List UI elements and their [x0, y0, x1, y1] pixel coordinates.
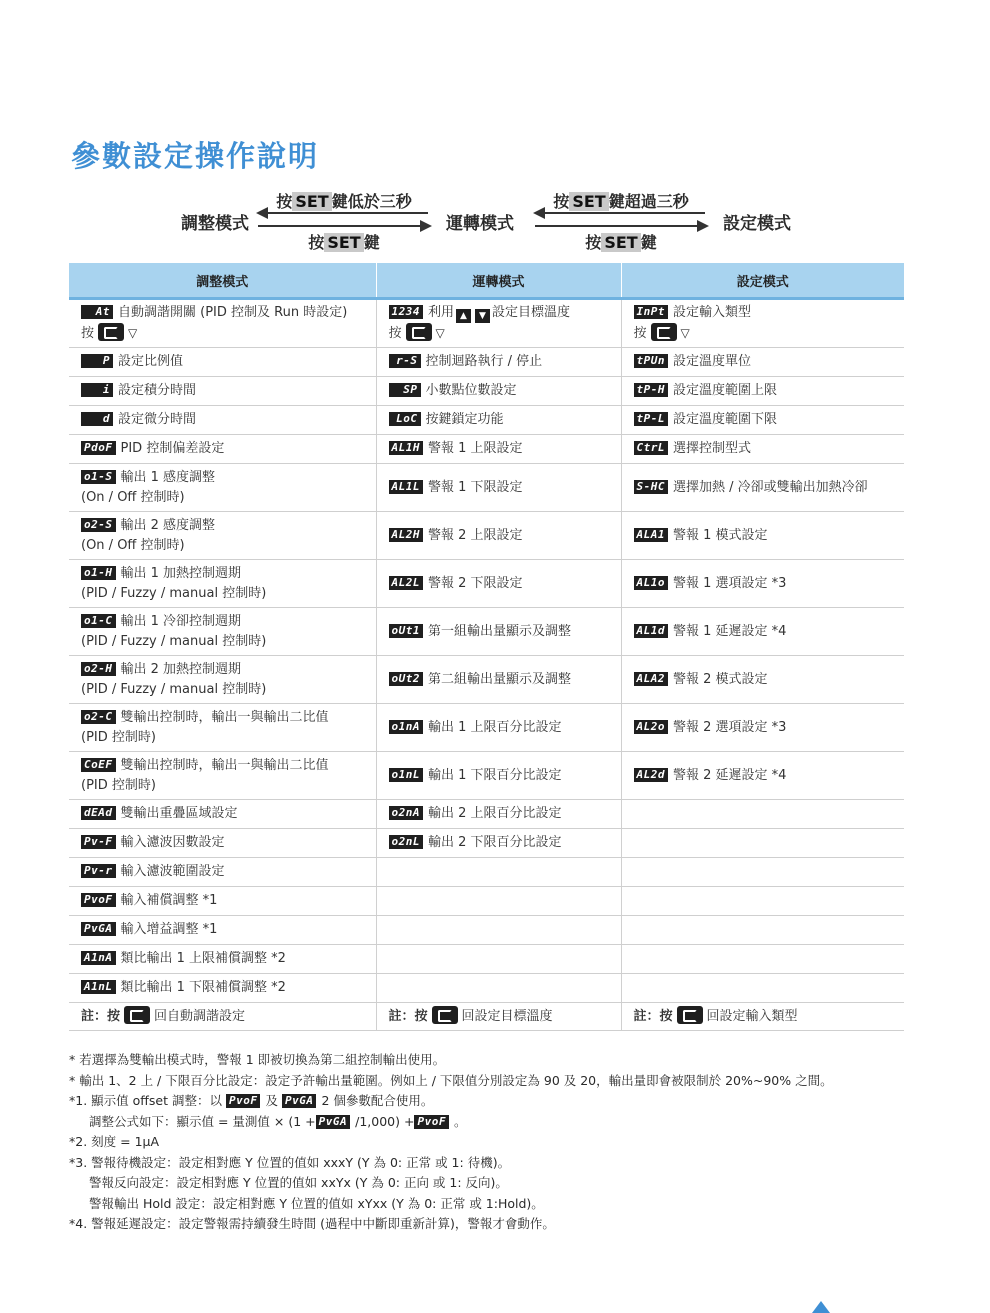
table-row: [69, 656, 904, 704]
display-code: AL1L: [389, 480, 424, 494]
table-cell: [69, 299, 376, 348]
cell-text-secondary: (PID 控制時): [81, 729, 156, 745]
table-cell: [69, 858, 376, 887]
display-code: InPt: [634, 305, 669, 319]
display-code: tP-H: [634, 383, 669, 397]
table-row: [69, 887, 904, 916]
table-row: [69, 829, 904, 858]
arrow2-top-label: [533, 189, 709, 212]
table-cell: [621, 916, 904, 945]
table-cell: [69, 916, 376, 945]
table-cell: [69, 377, 376, 406]
cell-text: 警報 2 選項設定 *3: [673, 719, 787, 735]
footnote-text: *1. 顯示值 offset 調整：以: [69, 1093, 222, 1108]
cell-text: 輸出 2 上限百分比設定: [428, 806, 562, 821]
display-code: SP: [389, 383, 421, 397]
display-code: AL2L: [389, 576, 424, 590]
table-cell: [69, 656, 376, 704]
table-cell: [376, 887, 621, 916]
footer-cell: [69, 1003, 376, 1031]
arrow2-top-line: [535, 212, 705, 214]
cell-text: 雙輸出控制時，輸出一與輸出二比值: [120, 709, 329, 725]
table-cell: [621, 406, 904, 435]
display-code: tPUn: [634, 354, 669, 368]
table-row: [69, 752, 904, 800]
table-cell: [69, 752, 376, 800]
arrow1-bottom-line: [258, 225, 428, 227]
table-cell: [69, 512, 376, 560]
cell-text: 選擇加熱 / 冷卻或雙輸出加熱冷卻: [673, 479, 868, 495]
display-code: o2nL: [389, 835, 424, 849]
table-cell: [621, 704, 904, 752]
header-setting-mode: 設定模式: [621, 263, 904, 299]
arrow2-bottom-label: [533, 230, 709, 253]
table-row: [69, 435, 904, 464]
cell-text: 類比輸出 1 上限補償調整 *2: [120, 951, 286, 966]
display-code: i: [81, 383, 113, 397]
arrow2-bottom-pre: 按: [585, 233, 602, 252]
display-code: ALA2: [634, 672, 669, 686]
arrow1-top-post: 鍵低於三秒: [331, 192, 412, 211]
footnote: * 輸出 1、2 上 / 下限百分比設定：設定予許輸出量範圍。例如上 / 下限值分別設定為 90 及 20，輸出量即會被限制於 20%~90% 之間。: [69, 1072, 833, 1088]
cell-text: 輸出 1 下限百分比設定: [428, 767, 562, 783]
arrow-left-head: [533, 207, 545, 219]
cell-text: 警報 1 延遲設定 *4: [673, 623, 787, 639]
cell-text: 設定輸入類型: [673, 305, 752, 320]
cell-text: 自動調諧開關 (PID 控制及 Run 時設定): [118, 305, 348, 320]
arrow-adjust-run: [256, 185, 432, 255]
cell-text: 設定目標溫度: [492, 305, 571, 320]
display-code: r-S: [389, 354, 421, 368]
table-cell: [621, 974, 904, 1003]
table-cell: [376, 945, 621, 974]
table-row: [69, 945, 904, 974]
table-cell: [69, 608, 376, 656]
display-code: PvoF: [414, 1115, 449, 1129]
table-cell: [621, 377, 904, 406]
display-code: o1-S: [81, 470, 116, 484]
table-cell: [621, 656, 904, 704]
table-cell: [376, 974, 621, 1003]
table-row: [69, 704, 904, 752]
display-code: o2-C: [81, 710, 116, 724]
table-cell: [69, 704, 376, 752]
display-code: o1-H: [81, 566, 116, 580]
table-cell: [69, 348, 376, 377]
table-row: [69, 512, 904, 560]
table-cell: [376, 608, 621, 656]
table-cell: [376, 704, 621, 752]
press-label: 按: [81, 326, 95, 341]
display-code: PvGA: [81, 922, 116, 936]
table-row: [69, 858, 904, 887]
header-adjust-mode: 調整模式: [69, 263, 376, 299]
cycle-key-icon: [651, 323, 677, 341]
table-cell: [376, 560, 621, 608]
cell-text: 警報 2 模式設定: [673, 671, 768, 687]
cell-text-secondary: (On / Off 控制時): [81, 537, 185, 553]
table-cell: [376, 377, 621, 406]
table-cell: [376, 656, 621, 704]
cell-text: 選擇控制型式: [673, 441, 752, 456]
cell-text: 雙輸出控制時，輸出一與輸出二比值: [120, 757, 329, 773]
table-row: [69, 377, 904, 406]
display-code: LoC: [389, 412, 421, 426]
display-code: Pv-r: [81, 864, 116, 878]
cell-text: 警報 1 模式設定: [673, 527, 768, 543]
cell-text: 輸入補償調整 *1: [120, 893, 218, 908]
table-cell: [376, 348, 621, 377]
cell-text: 輸出 1 感度調整: [120, 469, 216, 485]
display-code: AL1H: [389, 441, 424, 455]
cell-text: 警報 1 下限設定: [428, 479, 523, 495]
cell-text: 設定微分時間: [118, 412, 197, 427]
table-cell: [376, 752, 621, 800]
display-code: 1234: [389, 305, 424, 319]
table-cell: [69, 560, 376, 608]
page-title: 參數設定操作說明: [71, 139, 320, 173]
set-key-label: SET: [569, 192, 608, 211]
note-label: 註：按: [388, 1009, 428, 1024]
cell-text-secondary: (PID 控制時): [81, 777, 156, 793]
display-code: o1nA: [389, 720, 424, 734]
down-key-icon: ▼: [475, 309, 490, 323]
note-label: 註：按: [633, 1009, 673, 1024]
display-code: PvGA: [316, 1115, 351, 1129]
cell-text: 輸出 2 感度調整: [120, 517, 216, 533]
arrow1-bottom-pre: 按: [308, 233, 325, 252]
table-cell: [621, 560, 904, 608]
display-code: Pv-F: [81, 835, 116, 849]
table-cell: [621, 299, 904, 348]
parameter-table: [69, 263, 904, 1031]
table-row: [69, 464, 904, 512]
table-cell: [376, 464, 621, 512]
display-code: AL1o: [634, 576, 669, 590]
down-triangle-icon: ▽: [680, 326, 690, 340]
table-row: [69, 406, 904, 435]
arrow1-top-label: [256, 189, 432, 212]
display-code: oUt2: [389, 672, 424, 686]
arrow-run-setting: [533, 185, 709, 255]
up-key-icon: ▲: [456, 309, 471, 323]
set-key-label: SET: [601, 233, 640, 252]
footnote: 警報反向設定：設定相對應 Y 位置的值如 xxYx (Y 為 0: 正向 或 1: 反向)。: [89, 1175, 508, 1190]
display-code: PvoF: [81, 893, 116, 907]
cell-text: 輸出 2 加熱控制週期: [120, 661, 242, 677]
table-row: [69, 299, 904, 348]
footer-text: 回設定輸入類型: [706, 1009, 798, 1024]
table-cell: [376, 800, 621, 829]
footnote: [69, 1112, 929, 1133]
header-run-mode: 運轉模式: [376, 263, 621, 299]
footnote: 警報輸出 Hold 設定：設定相對應 Y 位置的值如 xYxx (Y 為 0: 正常 或 1:Hold)。: [89, 1195, 544, 1211]
cell-text: 設定積分時間: [118, 383, 197, 398]
display-code: AL2o: [634, 720, 669, 734]
table-row: [69, 348, 904, 377]
display-code: o1-C: [81, 614, 116, 628]
display-code: S-HC: [634, 480, 669, 494]
cell-text: 警報 2 延遲設定 *4: [673, 767, 787, 783]
cell-text: 設定溫度範圍上限: [673, 383, 778, 398]
table-cell: [621, 887, 904, 916]
table-cell: [69, 464, 376, 512]
table-row: [69, 608, 904, 656]
page-corner-triangle-icon: [812, 1301, 830, 1313]
table-row: [69, 974, 904, 1003]
table-cell: [621, 858, 904, 887]
table-cell: [621, 829, 904, 858]
display-code: oUt1: [389, 624, 424, 638]
footnote-text: 及: [265, 1093, 278, 1108]
mode-run-label: 運轉模式: [446, 214, 514, 234]
arrow-left-head: [256, 207, 268, 219]
cycle-key-icon: [677, 1006, 703, 1024]
cell-text: 控制迴路執行 / 停止: [425, 354, 543, 369]
display-code: At: [81, 305, 113, 319]
footnote: *4. 警報延遲設定：設定警報需持續發生時間 (過程中中斷即重新計算)，警報才會動作。: [69, 1216, 555, 1231]
table-cell: [376, 406, 621, 435]
footnote: *2. 刻度 = 1μA: [69, 1134, 160, 1149]
note-label: 註：按: [81, 1009, 121, 1024]
cell-text: 第一組輸出量顯示及調整: [428, 623, 572, 639]
set-key-label: SET: [324, 233, 363, 252]
arrow1-bottom-label: [256, 230, 432, 253]
mode-adjust-label: 調整模式: [181, 214, 249, 234]
table-cell: [621, 512, 904, 560]
cell-text: 輸出 1 上限百分比設定: [428, 719, 562, 735]
cell-text-secondary: (PID / Fuzzy / manual 控制時): [81, 585, 267, 601]
display-code: CtrL: [634, 441, 669, 455]
down-triangle-icon: ▽: [128, 326, 138, 340]
table-cell: [376, 916, 621, 945]
arrow2-top-pre: 按: [553, 192, 570, 211]
table-cell: [69, 945, 376, 974]
table-header-row: [69, 263, 904, 299]
arrow2-bottom-line: [535, 225, 705, 227]
footnote-text: 。: [453, 1113, 467, 1129]
cell-text: 警報 1 上限設定: [428, 441, 523, 456]
display-code: ALA1: [634, 528, 669, 542]
display-code: PvoF: [226, 1094, 261, 1108]
cell-text: 利用: [428, 305, 455, 320]
arrow1-top-line: [258, 212, 428, 214]
display-code: d: [81, 412, 113, 426]
cell-text: 警報 2 上限設定: [428, 527, 523, 543]
cell-text: 輸出 1 冷卻控制週期: [120, 613, 242, 629]
footer-cell: [376, 1003, 621, 1031]
table-row: [69, 560, 904, 608]
table-cell: [376, 858, 621, 887]
footnote: * 若選擇為雙輸出模式時，警報 1 即被切換為第二組控制輸出使用。: [69, 1052, 446, 1067]
table-row: [69, 800, 904, 829]
display-code: AL2d: [634, 768, 669, 782]
table-cell: [621, 800, 904, 829]
display-code: AL2H: [389, 528, 424, 542]
table-cell: [69, 406, 376, 435]
table-cell: [69, 435, 376, 464]
display-code: o1nL: [389, 768, 424, 782]
cell-text: 類比輸出 1 下限補償調整 *2: [120, 980, 286, 995]
cell-text: 第二組輸出量顯示及調整: [428, 671, 572, 687]
arrow1-top-pre: 按: [276, 192, 293, 211]
display-code: PvGA: [282, 1094, 317, 1108]
set-key-label: SET: [292, 192, 331, 211]
cell-text: 輸入增益調整 *1: [120, 922, 218, 937]
display-code: CoEF: [81, 758, 116, 772]
arrow1-bottom-post: 鍵: [363, 233, 380, 252]
table-cell: [376, 512, 621, 560]
cell-text-secondary: (PID / Fuzzy / manual 控制時): [81, 681, 267, 697]
display-code: o2-H: [81, 662, 116, 676]
footer-text: 回自動調諧設定: [154, 1009, 246, 1024]
footnote-text: /1,000) +: [355, 1113, 415, 1129]
cell-text: 設定比例值: [118, 354, 184, 369]
cell-text: 輸出 1 加熱控制週期: [120, 565, 242, 581]
table-cell: [621, 464, 904, 512]
arrow2-bottom-post: 鍵: [640, 233, 657, 252]
table-cell: [69, 887, 376, 916]
footnote: [69, 1091, 929, 1112]
press-label: 按: [633, 326, 647, 341]
table-cell: [69, 829, 376, 858]
display-code: dEAd: [81, 806, 116, 820]
footnote-text: 調整公式如下：顯示值 = 量測值 × (1 +: [89, 1113, 316, 1129]
press-label: 按: [388, 326, 402, 341]
table-cell: [621, 348, 904, 377]
mode-flow-diagram: [0, 185, 990, 257]
table-footer-row: [69, 1003, 904, 1031]
cell-text: 設定溫度單位: [673, 354, 752, 369]
cell-text: 設定溫度範圍下限: [673, 412, 778, 427]
cell-text: 輸出 2 下限百分比設定: [428, 835, 562, 850]
down-triangle-icon: ▽: [435, 326, 445, 340]
cell-text: PID 控制偏差設定: [120, 441, 225, 456]
cell-text: 按鍵鎖定功能: [425, 412, 504, 427]
table-cell: [621, 608, 904, 656]
display-code: AL1d: [634, 624, 669, 638]
cycle-key-icon: [124, 1006, 150, 1024]
cell-text: 小數點位數設定: [425, 383, 517, 398]
cell-text-secondary: (PID / Fuzzy / manual 控制時): [81, 633, 267, 649]
cell-text-secondary: (On / Off 控制時): [81, 489, 185, 505]
table-cell: [69, 974, 376, 1003]
table-cell: [621, 752, 904, 800]
cycle-key-icon: [432, 1006, 458, 1024]
footnotes: [69, 1050, 929, 1235]
cycle-key-icon: [98, 323, 124, 341]
display-code: A1nL: [81, 980, 116, 994]
table-cell: [376, 299, 621, 348]
display-code: o2-S: [81, 518, 116, 532]
cell-text: 雙輸出重疊區域設定: [120, 806, 238, 821]
table-cell: [69, 800, 376, 829]
table-cell: [376, 435, 621, 464]
display-code: P: [81, 354, 113, 368]
arrow2-top-post: 鍵超過三秒: [608, 192, 689, 211]
table-cell: [376, 829, 621, 858]
table-row: [69, 916, 904, 945]
cell-text: 警報 2 下限設定: [428, 575, 523, 591]
table-cell: [621, 435, 904, 464]
cell-text: 輸入濾波範圍設定: [120, 864, 225, 879]
footnote-text: 2 個參數配合使用。: [321, 1093, 434, 1108]
display-code: o2nA: [389, 806, 424, 820]
cell-text: 輸入濾波因數設定: [120, 835, 225, 850]
footer-cell: [621, 1003, 904, 1031]
mode-setting-label: 設定模式: [723, 214, 791, 234]
display-code: A1nA: [81, 951, 116, 965]
footer-text: 回設定目標溫度: [461, 1009, 553, 1024]
display-code: tP-L: [634, 412, 669, 426]
cycle-key-icon: [406, 323, 432, 341]
footnote: *3. 警報待機設定：設定相對應 Y 位置的值如 xxxY (Y 為 0: 正常 或 1: 待機)。: [69, 1154, 511, 1170]
table-cell: [621, 945, 904, 974]
cell-text: 警報 1 選項設定 *3: [673, 575, 787, 591]
display-code: PdoF: [81, 441, 116, 455]
